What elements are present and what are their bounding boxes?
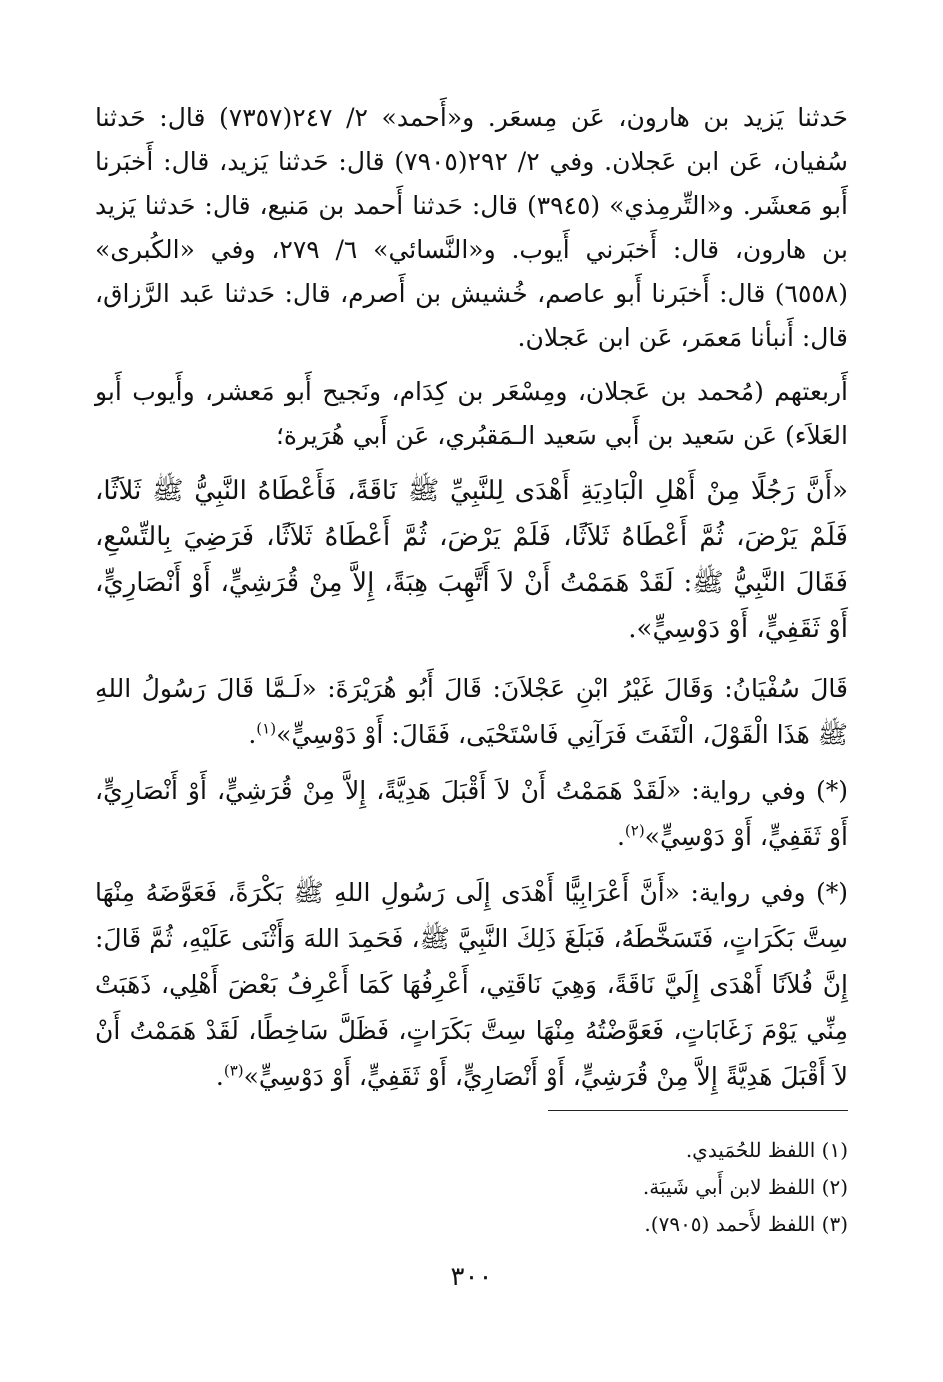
sufyan-narration-text: قَالَ سُفْيَانُ: وَقَالَ غَيْرُ ابْنِ عَجْلاَنَ: قَالَ أَبُو هُرَيْرَةَ: «لَـمَّا قَالَ رَسُولُ اللهِ ﷺ هَذَا الْقَوْلَ، الْتَفَتَ فَرَآنِي فَاسْتَحْيَى، فَقَالَ: أَوْ دَوْسِيٍّ» — [95, 674, 848, 749]
page-number: ٣٠٠ — [450, 1262, 493, 1292]
footnote-marker-2[interactable]: (٢) — [624, 821, 645, 840]
isnad-text: حَدثنا يَزيد بن هارون، عَن مِسعَر. و«أَحمد» ٢/ ٢٤٧(٧٣٥٧) قال: حَدثنا سُفيان، عَن ابن عَجلان. وفي ٢/ ٢٩٢(٧٩٠٥) قال: حَدثنا يَزيد، قال: أَخبَرنا أَبو مَعشَر. و«التِّرمِذي» (٣٩٤٥) قال: حَدثنا أَحمد بن مَنيع، قال: حَدثنا يَزيد بن هارون، قال: أَخبَرني أَيوب. و«النَّسائي» ٦/ ٢٧٩، وفي «الكُبرى» (٦٥٥٨) قال: أَخبَرنا أَبو عاصم، خُشيش بن أَصرم، قال: حَدثنا عَبد الرَّزاق، قال: أَنبأنا مَعمَر، عَن ابن عَجلان. — [95, 103, 848, 352]
variant-narration-2-text: (*) وفي رواية: «أَنَّ أَعْرَابِيًّا أَهْدَى إِلَى رَسُولِ اللهِ ﷺ بَكْرَةً، فَعَوَّضَهُ مِنْهَا سِتَّ بَكَرَاتٍ، فَتَسَخَّطَهُ، فَبَلَغَ ذَلِكَ النَّبِيَّ ﷺ، فَحَمِدَ اللهَ وَأَثْنَى عَلَيْهِ، ثُمَّ قَالَ: إِنَّ فُلاَنًا أَهْدَى إِلَيَّ نَاقَةً، وَهِيَ نَاقَتِي، أَعْرِفُهَا كَمَا أَعْرِفُ بَعْضَ أَهْلِي، ذَهَبَتْ مِنِّي يَوْمَ زَغَابَاتٍ، فَعَوَّضْتُهُ مِنْهَا سِتَّ بَكَرَاتٍ، فَظَلَّ سَاخِطًا، لَقَدْ هَمَمْتُ أَنْ لاَ أَقْبَلَ هَدِيَّةً إِلاَّ مِنْ قُرَشِيٍّ، أَوْ أَنْصَارِيٍّ، أَوْ ثَقَفِيٍّ، أَوْ دَوْسِيٍّ» — [95, 878, 848, 1091]
sufyan-narration-paragraph: قَالَ سُفْيَانُ: وَقَالَ غَيْرُ ابْنِ عَجْلاَنَ: قَالَ أَبُو هُرَيْرَةَ: «لَـمَّا قَالَ رَسُولُ اللهِ ﷺ هَذَا الْقَوْلَ، الْتَفَتَ فَرَآنِي فَاسْتَحْيَى، فَقَالَ: أَوْ دَوْسِيٍّ»$^{(١)}$. — [95, 674, 848, 749]
footnote-2: (٢) اللفظ لابن أَبي شَيبَة. — [642, 1175, 848, 1199]
footnote-marker-1[interactable]: (١) — [256, 719, 277, 738]
variant-narration-1: (*) وفي رواية: «لَقَدْ هَمَمْتُ أَنْ لاَ أَقْبَلَ هَدِيَّةً، إِلاَّ مِنْ قُرَشِيٍّ، أَوْ أَنْصَارِيٍّ، أَوْ ثَقَفِيٍّ، أَوْ دَوْسِيٍّ»$^{(٢)}$. — [95, 776, 848, 851]
hadith-text: «أَنَّ رَجُلًا مِنْ أَهْلِ الْبَادِيَةِ أَهْدَى لِلنَّبِيِّ ﷺ نَاقَةً، فَأَعْطَاهُ النَّبِيُّ ﷺ ثَلاَثًا، فَلَمْ يَرْضَ، ثُمَّ أَعْطَاهُ ثَلاَثًا، فَلَمْ يَرْضَ، ثُمَّ أَعْطَاهُ ثَلاَثًا، فَرَضِيَ بِالتِّسْعِ، فَقَالَ النَّبِيُّ ﷺ: لَقَدْ هَمَمْتُ أَنْ لاَ أَتَّهِبَ هِبَةً، إِلاَّ مِنْ قُرَشِيٍّ، أَوْ أَنْصَارِيٍّ، أَوْ ثَقَفِيٍّ، أَوْ دَوْسِيٍّ». — [95, 476, 848, 644]
chain-text: أَربعتهم (مُحمد بن عَجلان، ومِسْعَر بن كِدَام، ونَجيح أَبو مَعشر، وأَيوب أَبو العَلاَء) عَن سَعيد بن أَبي سَعيد الـمَقبُري، عَن أَبي هُرَيرة؛ — [95, 377, 848, 450]
chain-paragraph — [95, 370, 848, 458]
footnote-3: (٣) اللفظ لأَحمد (٧٩٠٥). — [644, 1212, 848, 1236]
footnote-marker-3[interactable]: (٣) — [223, 1061, 244, 1080]
isnad-paragraph — [95, 96, 848, 360]
body-text — [95, 96, 848, 1110]
footnote-separator — [548, 1110, 848, 1111]
variant-narration-2: (*) وفي رواية: «أَنَّ أَعْرَابِيًّا أَهْدَى إِلَى رَسُولِ اللهِ ﷺ بَكْرَةً، فَعَوَّضَهُ مِنْهَا سِتَّ بَكَرَاتٍ، فَتَسَخَّطَهُ، فَبَلَغَ ذَلِكَ النَّبِيَّ ﷺ، فَحَمِدَ اللهَ وَأَثْنَى عَلَيْهِ، ثُمَّ قَالَ: إِنَّ فُلاَنًا أَهْدَى إِلَيَّ نَاقَةً، وَهِيَ نَاقَتِي، أَعْرِفُهَا كَمَا أَعْرِفُ بَعْضَ أَهْلِي، ذَهَبَتْ مِنِّي يَوْمَ زَغَابَاتٍ، فَعَوَّضْتُهُ مِنْهَا سِتَّ بَكَرَاتٍ، فَظَلَّ سَاخِطًا، لَقَدْ هَمَمْتُ أَنْ لاَ أَقْبَلَ هَدِيَّةً إِلاَّ مِنْ قُرَشِيٍّ، أَوْ أَنْصَارِيٍّ، أَوْ ثَقَفِيٍّ، أَوْ دَوْسِيٍّ»$^{(٣)}$. — [95, 878, 848, 1091]
hadith-text-paragraph — [95, 468, 848, 652]
variant-narration-1-text: (*) وفي رواية: «لَقَدْ هَمَمْتُ أَنْ لاَ أَقْبَلَ هَدِيَّةً، إِلاَّ مِنْ قُرَشِيٍّ، أَوْ أَنْصَارِيٍّ، أَوْ ثَقَفِيٍّ، أَوْ دَوْسِيٍّ» — [95, 776, 848, 851]
footnotes — [95, 1132, 848, 1243]
footnote-1: (١) اللفظ للحُمَيدي. — [685, 1138, 848, 1162]
